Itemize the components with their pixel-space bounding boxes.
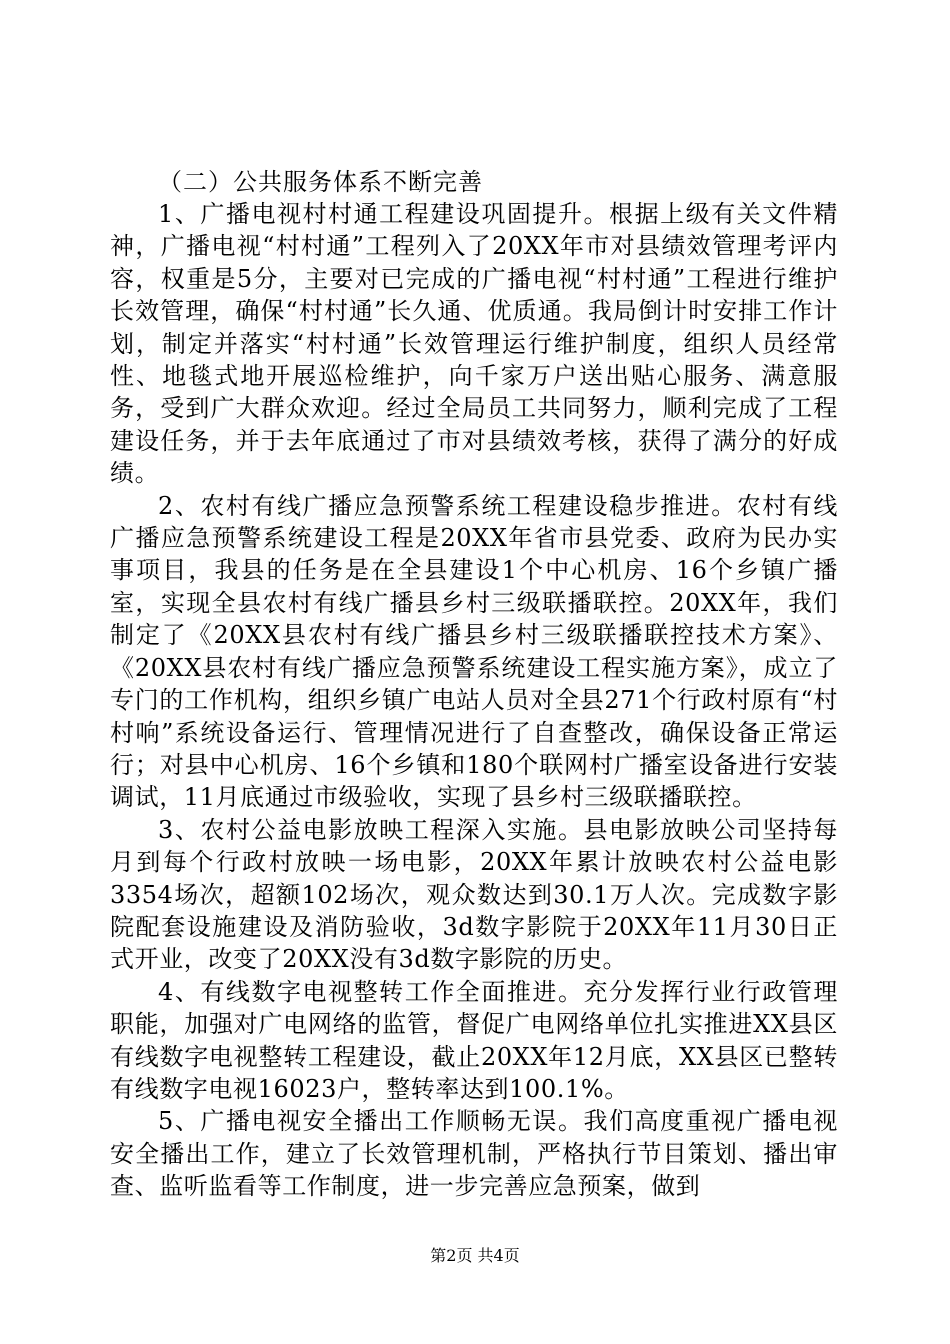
paragraph-digital-tv: 4、有线数字电视整转工作全面推进。充分发挥行业行政管理职能，加强对广电网络的监管，督促广电网络单位扎实推进XX县区有线数字电视整转工程建设，截止20XX年12月底，XX县区已整转有线数字电视16023户，整转率达到100.1%。: [110, 977, 838, 1103]
paragraph-village-coverage: 1、广播电视村村通工程建设巩固提升。根据上级有关文件精神，广播电视“村村通”工程列入了20XX年市对县绩效管理考评内容，权重是5分，主要对已完成的广播电视“村村通”工程进行维护长效管理，确保“村村通”长久通、优质通。我局倒计时安排工作计划，制定并落实“村村通”长效管理运行维护制度，组织人员经常性、地毯式地开展巡检维护，向千家万户送出贴心服务、满意服务，受到广大群众欢迎。经过全局员工共同努力，顺利完成了工程建设任务，并于去年底通过了市对县绩效考核，获得了满分的好成绩。: [110, 200, 838, 488]
page-number-footer: 第2页 共4页: [430, 1246, 520, 1265]
paragraph-public-film: 3、农村公益电影放映工程深入实施。县电影放映公司坚持每月到每个行政村放映一场电影，20XX年累计放映农村公益电影3354场次，超额102场次，观众数达到30.1万人次。完成数字影院配套设施建设及消防验收，3d数字影院于20XX年11月30日正式开业，改变了20XX没有3d数字影院的历史。: [110, 815, 838, 974]
section-heading: （二）公共服务体系不断完善: [158, 168, 483, 196]
paragraph-emergency-broadcast: 2、农村有线广播应急预警系统工程建设稳步推进。农村有线广播应急预警系统建设工程是20XX年省市县党委、政府为民办实事项目，我县的任务是在全县建设1个中心机房、16个乡镇广播室，实现全县农村有线广播县乡村三级联播联控。20XX年，我们制定了《20XX县农村有线广播县乡村三级联播联控技术方案》、《20XX县农村有线广播应急预警系统建设工程实施方案》，成立了专门的工作机构，组织乡镇广电站人员对全县271个行政村原有“村村响”系统设备运行、管理情况进行了自查整改，确保设备正常运行；对县中心机房、16个乡镇和180个联网村广播室设备进行安装调试，11月底通过市级验收，实现了县乡村三级联播联控。: [110, 491, 838, 812]
document-body: [110, 166, 838, 1203]
paragraph-safe-broadcast: 5、广播电视安全播出工作顺畅无误。我们高度重视广播电视安全播出工作，建立了长效管理机制，严格执行节目策划、播出审查、监听监看等工作制度，进一步完善应急预案，做到: [110, 1107, 838, 1201]
